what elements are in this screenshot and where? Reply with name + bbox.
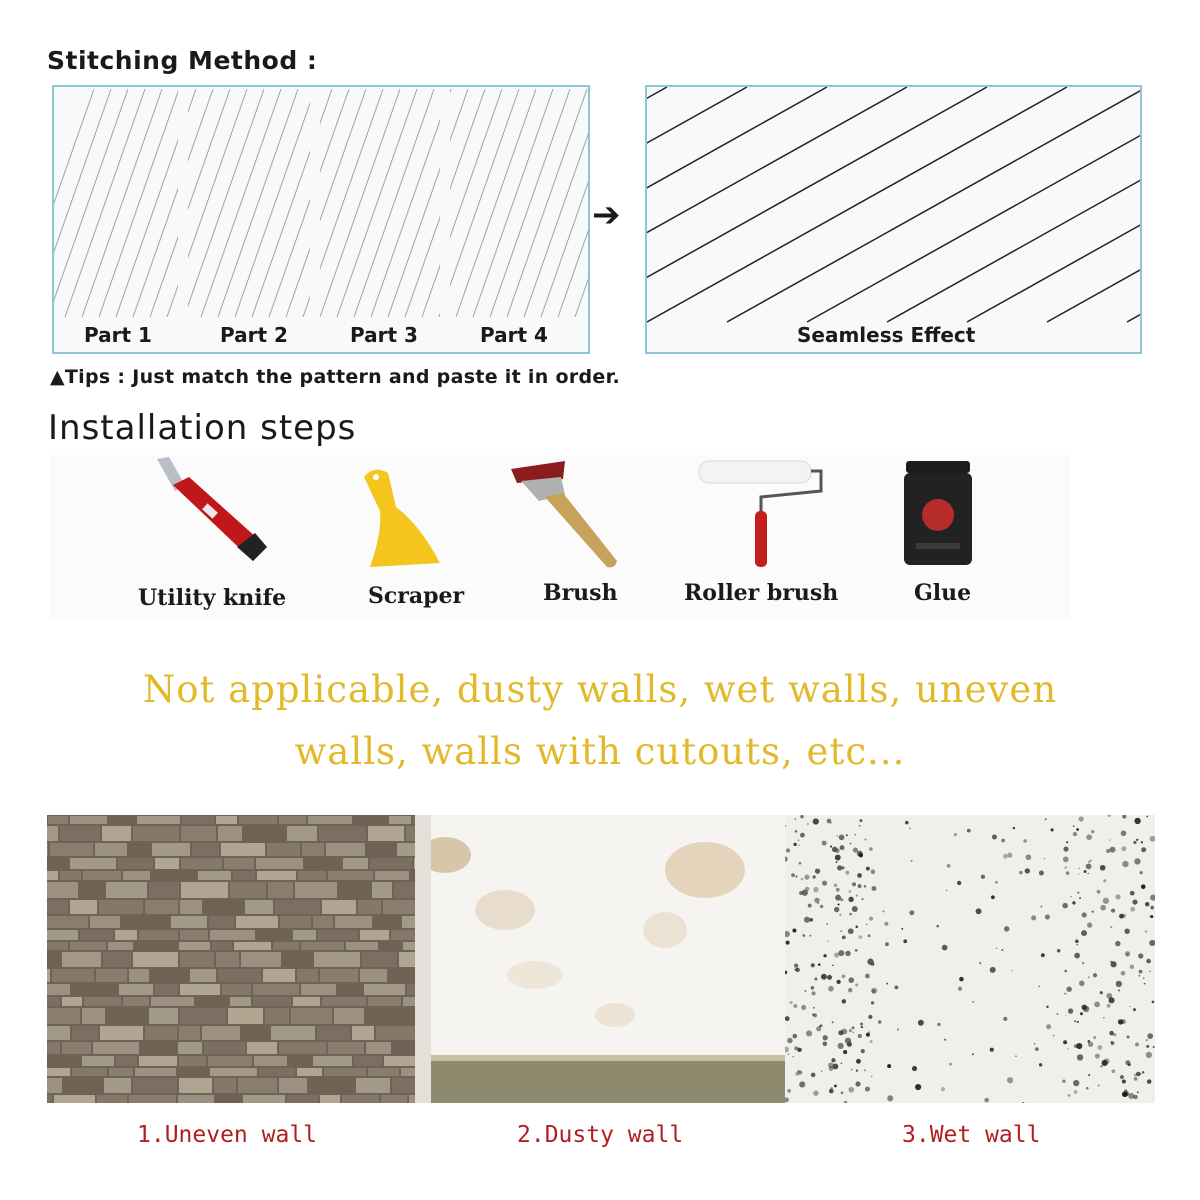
moldy-wall-photo	[785, 815, 1155, 1103]
glue-icon	[900, 459, 976, 569]
stitching-parts-panel	[52, 85, 590, 354]
tool-label-roller-brush: Roller brush	[684, 580, 839, 606]
parts-pattern	[54, 87, 588, 352]
tool-label-scraper: Scraper	[368, 583, 465, 609]
tool-label-brush: Brush	[543, 580, 618, 606]
utility-knife-icon	[145, 455, 275, 570]
tools-strip	[50, 455, 1070, 620]
warning-line-1: Not applicable, dusty walls, wet walls, uneven	[142, 668, 1058, 711]
stone-wall-photo	[47, 815, 415, 1103]
stitching-title: Stitching Method :	[47, 46, 318, 75]
installation-title: Installation steps	[48, 408, 357, 448]
part-2-label: Part 2	[220, 323, 288, 347]
wall-label-dusty: 2.Dusty wall	[517, 1122, 684, 1148]
warning-line-2: walls, walls with cutouts, etc...	[294, 730, 906, 773]
seamless-pattern	[647, 87, 1140, 352]
tool-label-utility-knife: Utility knife	[138, 585, 287, 611]
seamless-effect-panel	[645, 85, 1142, 354]
seamless-effect-label: Seamless Effect	[797, 323, 976, 347]
wall-label-uneven: 1.Uneven wall	[137, 1122, 318, 1148]
part-4-label: Part 4	[480, 323, 548, 347]
arrow-right-icon: ➔	[592, 195, 621, 235]
roller-brush-icon	[695, 457, 835, 572]
part-3-label: Part 3	[350, 323, 418, 347]
wall-label-wet: 3.Wet wall	[902, 1122, 1041, 1148]
tips-text: ▲Tips : Just match the pattern and paste it in order.	[50, 366, 621, 388]
part-1-label: Part 1	[84, 323, 152, 347]
scraper-icon	[350, 463, 450, 573]
tool-label-glue: Glue	[914, 580, 972, 606]
brush-icon	[505, 457, 625, 572]
peeling-wall-photo	[415, 815, 785, 1103]
